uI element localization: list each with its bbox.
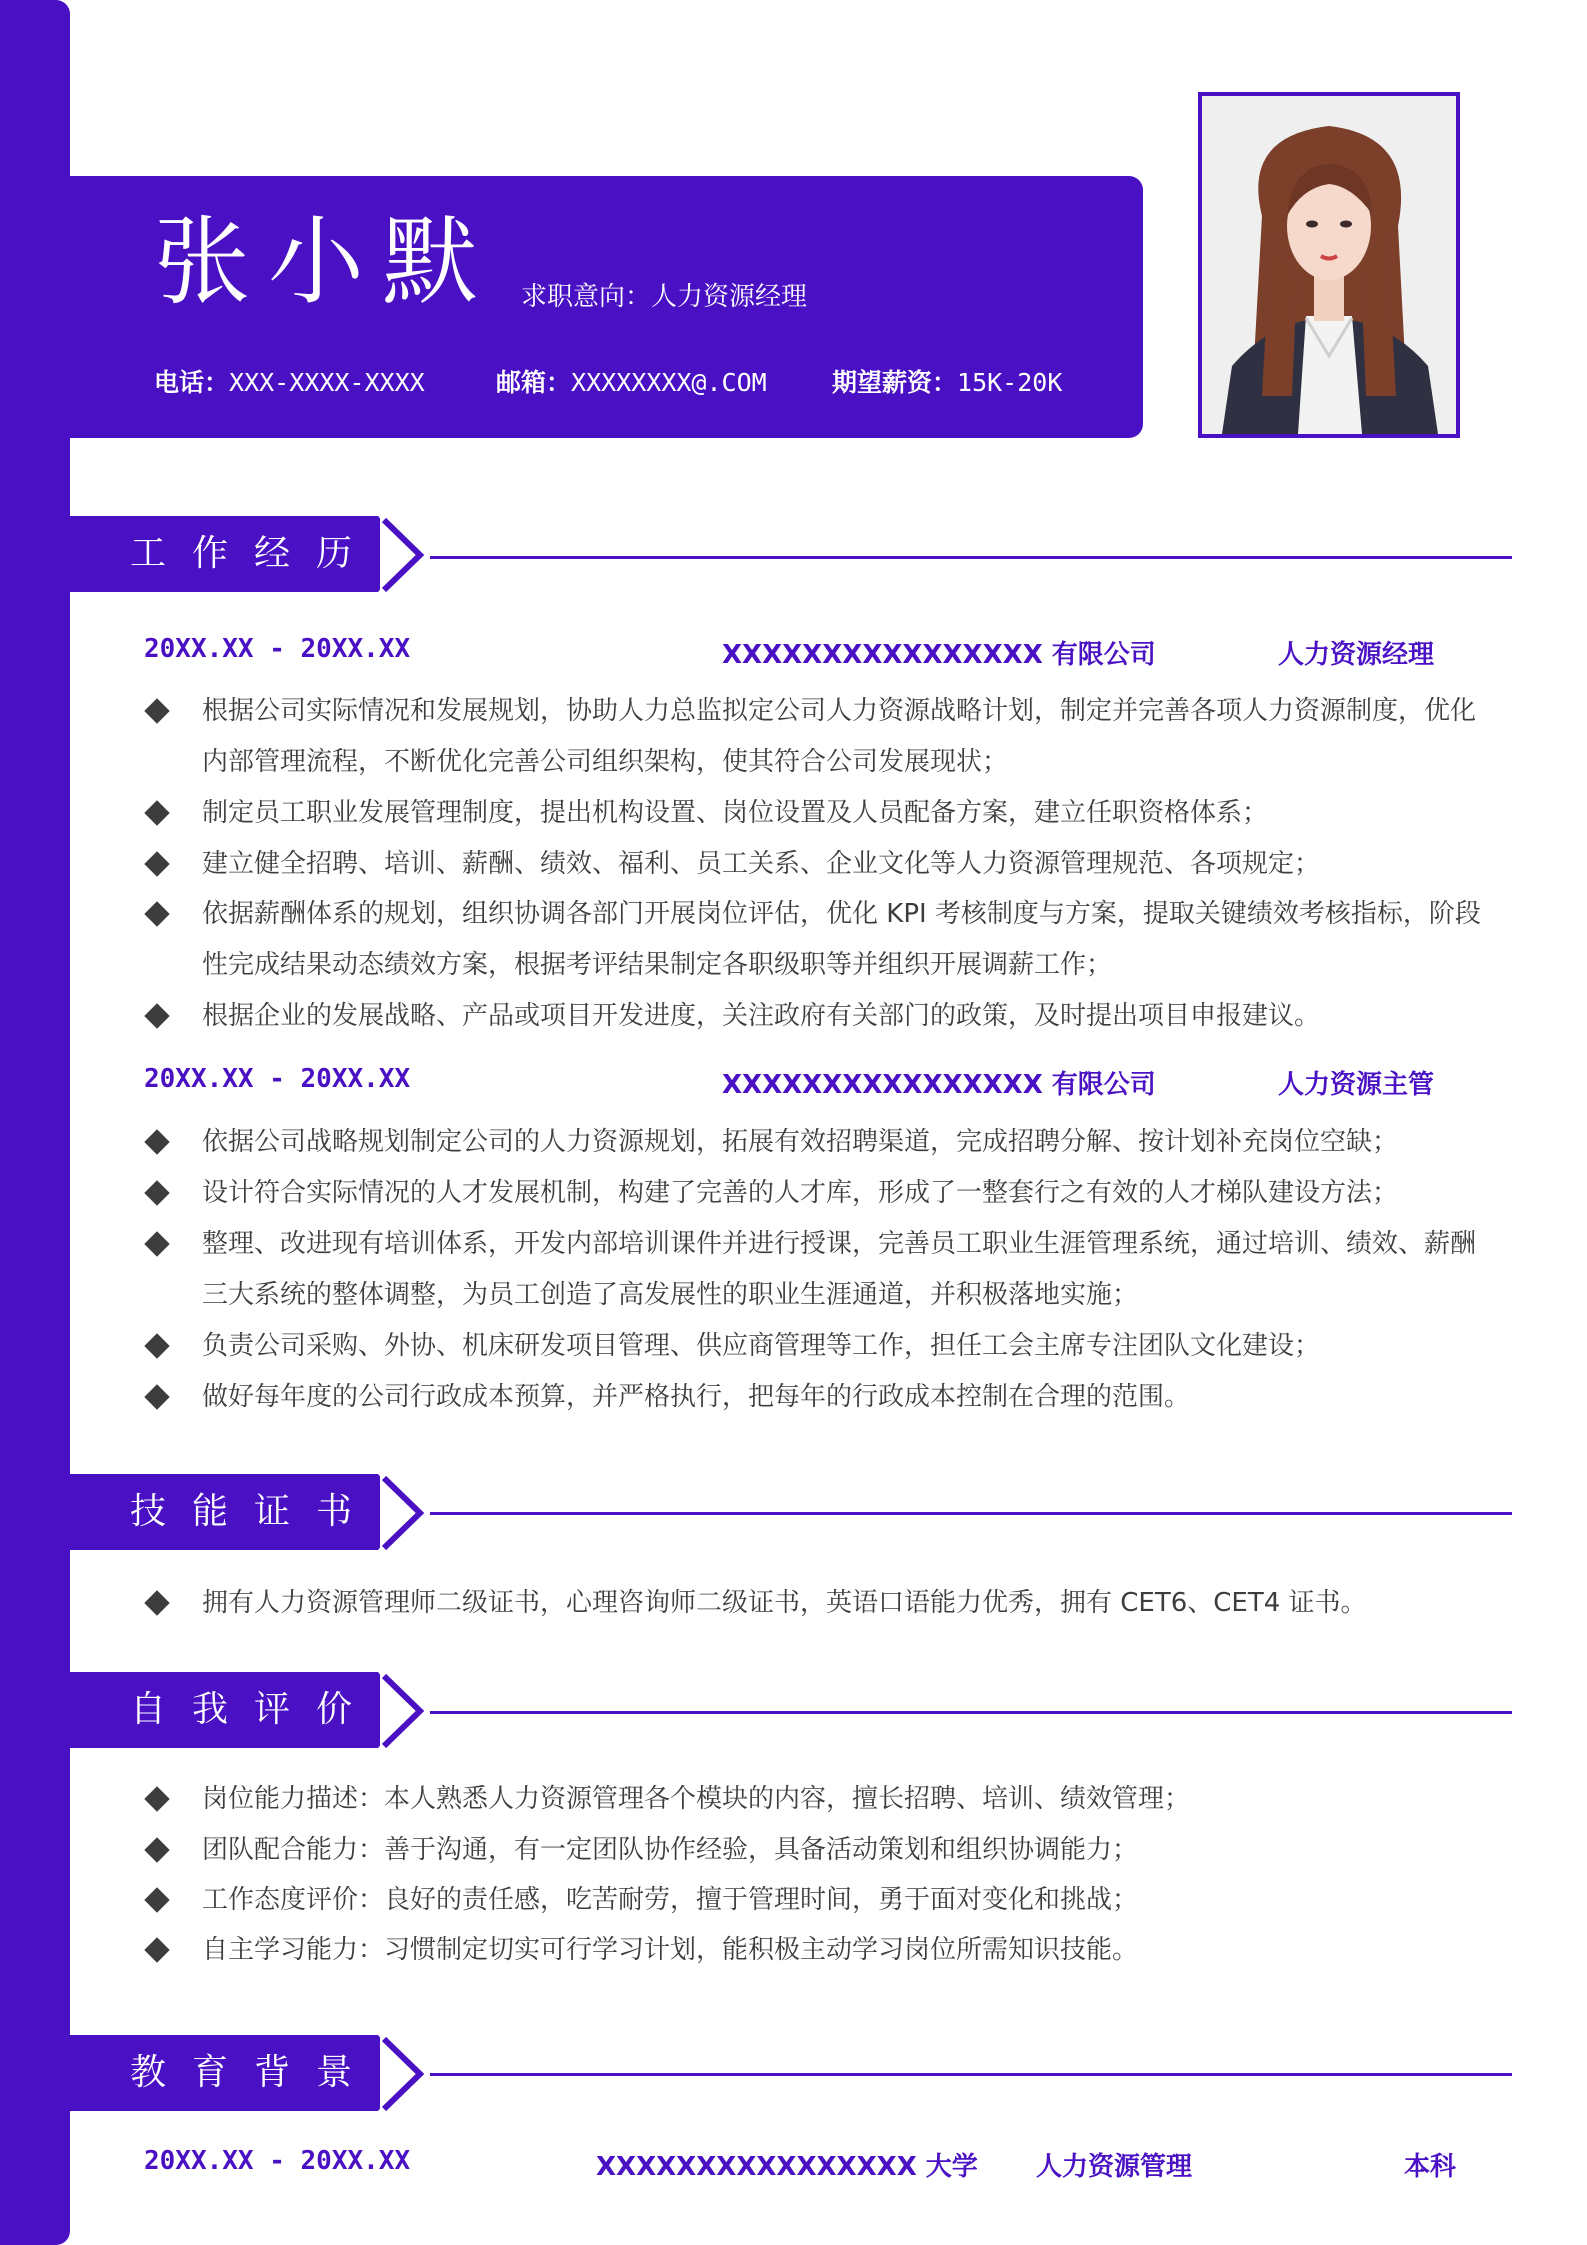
list-item: 做好每年度的公司行政成本预算，并严格执行，把每年的行政成本控制在合理的范围。 [148,1372,1488,1423]
diamond-bullet-icon [144,1129,169,1154]
education-section-title: 教育背景 [130,2052,379,2093]
diamond-bullet-icon [144,1231,169,1256]
list-item: 依据薪酬体系的规划，组织协调各部门开展岗位评估，优化 KPI 考核制度与方案，提取关键绩效考核指标，阶段性完成结果动态绩效方案，根据考评结果制定各职级职等并组织开展调薪工作； [148,889,1488,991]
skills-section-header [70,1474,400,1550]
list-item: 工作态度评价：良好的责任感，吃苦耐劳，擅于管理时间，勇于面对变化和挑战； [148,1875,1488,1926]
left-accent-bar [0,0,70,2245]
list-item: 团队配合能力：善于沟通，有一定团队协作经验，具备活动策划和组织协调能力； [148,1825,1488,1876]
diamond-bullet-icon [144,1384,169,1409]
phone-label: 电话： [154,368,230,397]
chevron-right-icon [380,516,440,594]
job-1-position: 人力资源经理 [1278,640,1435,670]
job-2-period: 20XX.XX - 20XX.XX [144,1064,411,1094]
list-item: 岗位能力描述：本人熟悉人力资源管理各个模块的内容，擅长招聘、培训、绩效管理； [148,1774,1488,1825]
email-value: XXXXXXXX@.COM [571,368,767,397]
diamond-bullet-icon [144,1837,169,1862]
diamond-bullet-icon [144,901,169,926]
salary-info [832,363,1062,399]
job-2-position: 人力资源主管 [1278,1070,1435,1100]
work-section-title: 工作经历 [130,533,379,574]
education-major: 人力资源管理 [1036,2152,1193,2182]
diamond-bullet-icon [144,698,169,723]
work-section-rule [430,556,1512,559]
education-section-rule [430,2073,1512,2076]
job-1-period: 20XX.XX - 20XX.XX [144,634,411,664]
diamond-bullet-icon [144,800,169,825]
email-info [496,363,767,399]
job-intent: 求职意向：人力资源经理 [521,282,808,312]
salary-label: 期望薪资： [832,368,958,397]
profile-photo [1198,92,1460,438]
skills-section-title: 技能证书 [130,1491,379,1532]
diamond-bullet-icon [144,1887,169,1912]
phone-value: XXX-XXXX-XXXX [229,368,425,397]
phone-info [154,363,425,399]
work-section-header [70,516,400,592]
diamond-bullet-icon [144,1333,169,1358]
education-period: 20XX.XX - 20XX.XX [144,2146,411,2176]
education-school: XXXXXXXXXXXXXXXX 大学 [596,2152,978,2182]
list-item: 根据企业的发展战略、产品或项目开发进度，关注政府有关部门的政策，及时提出项目申报建议。 [148,991,1488,1042]
list-item: 建立健全招聘、培训、薪酬、绩效、福利、员工关系、企业文化等人力资源管理规范、各项规定； [148,839,1488,890]
list-item: 依据公司战略规划制定公司的人力资源规划，拓展有效招聘渠道，完成招聘分解、按计划补充岗位空缺； [148,1117,1488,1168]
diamond-bullet-icon [144,1937,169,1962]
self-eval-section-header [70,1672,400,1748]
job-2-company: XXXXXXXXXXXXXXXX 有限公司 [722,1070,1156,1100]
diamond-bullet-icon [144,851,169,876]
skills-section-rule [430,1512,1512,1515]
list-item: 拥有人力资源管理师二级证书，心理咨询师二级证书，英语口语能力优秀，拥有 CET6、CET4 证书。 [148,1578,1488,1629]
list-item: 制定员工职业发展管理制度，提出机构设置、岗位设置及人员配备方案，建立任职资格体系； [148,788,1488,839]
list-item: 整理、改进现有培训体系，开发内部培训课件并进行授课，完善员工职业生涯管理系统，通过培训、绩效、薪酬三大系统的整体调整，为员工创造了高发展性的职业生涯通道，并积极落地实施； [148,1219,1488,1321]
email-label: 邮箱： [496,368,572,397]
list-item: 设计符合实际情况的人才发展机制，构建了完善的人才库，形成了一整套行之有效的人才梯队建设方法； [148,1168,1488,1219]
diamond-bullet-icon [144,1786,169,1811]
diamond-bullet-icon [144,1590,169,1615]
diamond-bullet-icon [144,1003,169,1028]
self-eval-section-title: 自我评价 [130,1689,379,1730]
list-item: 负责公司采购、外协、机床研发项目管理、供应商管理等工作，担任工会主席专注团队文化建设； [148,1321,1488,1372]
list-item: 根据公司实际情况和发展规划，协助人力总监拟定公司人力资源战略计划，制定并完善各项人力资源制度，优化内部管理流程，不断优化完善公司组织架构，使其符合公司发展现状； [148,686,1488,788]
education-section-header [70,2035,400,2111]
salary-value: 15K-20K [957,368,1063,397]
self-eval-section-rule [430,1711,1512,1714]
candidate-name: 张小默 [154,206,496,318]
job-1-company: XXXXXXXXXXXXXXXX 有限公司 [722,640,1156,670]
list-item: 自主学习能力：习惯制定切实可行学习计划，能积极主动学习岗位所需知识技能。 [148,1925,1488,1976]
diamond-bullet-icon [144,1180,169,1205]
portrait-illustration [1202,96,1456,434]
education-degree: 本科 [1404,2152,1457,2182]
